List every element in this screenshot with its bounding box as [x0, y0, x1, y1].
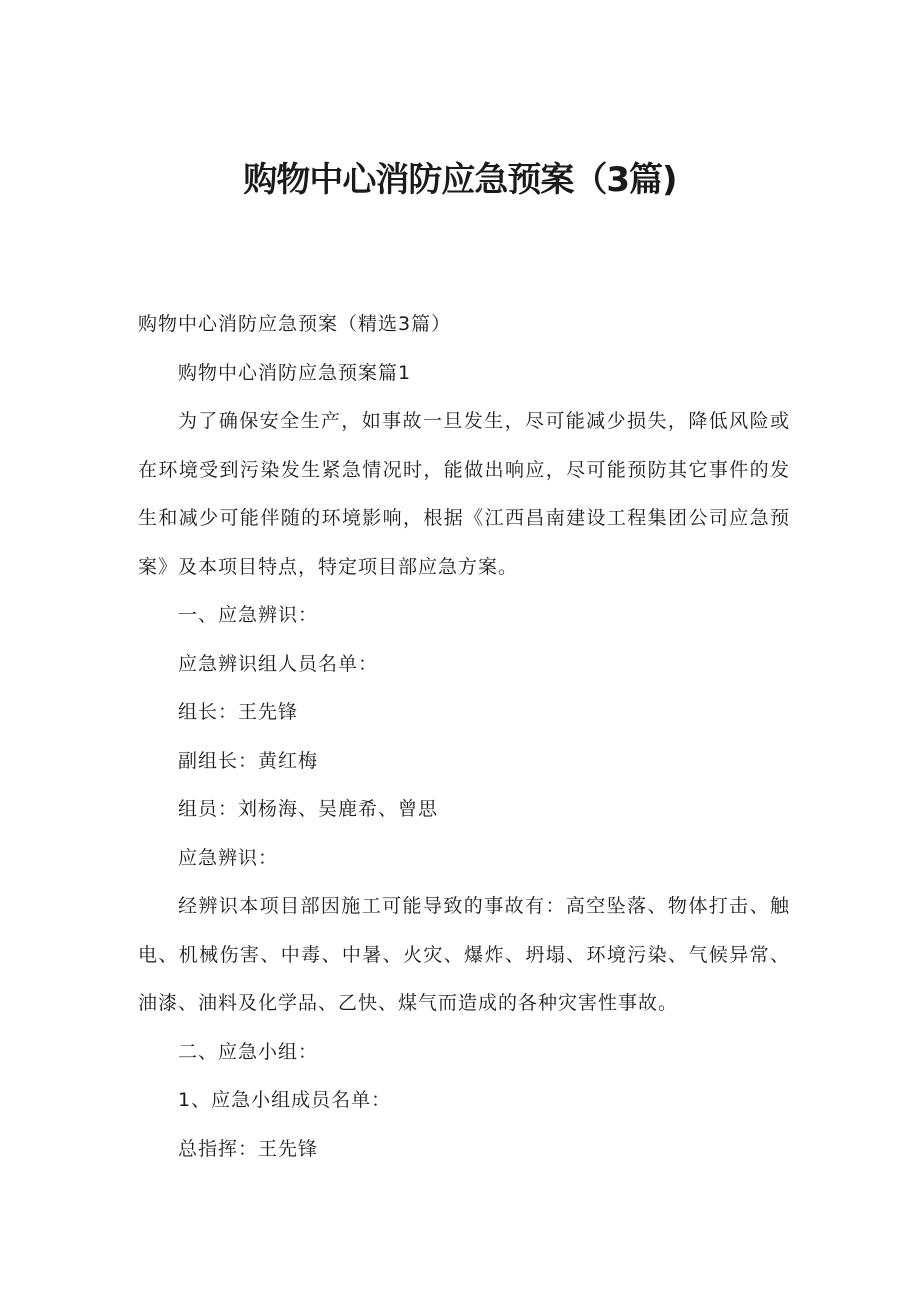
heading-emergency-identification: 一、应急辨识： [178, 604, 319, 626]
paragraph-commander: 总指挥：王先锋 [178, 1137, 319, 1160]
paragraph-deputy-leader: 副组长：黄红梅 [178, 749, 319, 772]
paragraph-team-list-label: 应急辨识组人员名单： [178, 652, 379, 675]
paragraph-team-leader: 组长：王先锋 [178, 701, 299, 723]
paragraph-identification-label: 应急辨识： [178, 846, 279, 869]
document-subtitle: 购物中心消防应急预案（精选3篇） [138, 313, 452, 335]
heading-emergency-group: 二、应急小组： [178, 1040, 319, 1063]
document-title: 购物中心消防应急预案（3篇) [243, 160, 677, 200]
paragraph-accident-types: 经辨识本项目部因施工可能导致的事故有：高空坠落、物体打击、触电、机械伤害、中毒、中暑、火灾、爆炸、坍塌、环境污染、气候异常、油漆、油料及化学品、乙快、煤气而造成的各种灾害性事故。 [138, 895, 790, 1014]
paragraph-group-list-label: 1、应急小组成员名单： [178, 1089, 392, 1111]
paragraph-intro: 为了确保安全生产，如事故一旦发生，尽可能减少损失，降低风险或在环境受到污染发生紧急情况时，能做出响应，尽可能预防其它事件的发生和减少可能伴随的环境影响，根据《江西昌南建设工程集团公司应急预案》及本项目特点，特定项目部应急方案。 [138, 410, 790, 578]
paragraph-team-members: 组员：刘杨海、吴鹿希、曾思 [178, 798, 439, 820]
document-body [138, 300, 790, 1173]
section-heading: 购物中心消防应急预案篇1 [178, 361, 412, 384]
